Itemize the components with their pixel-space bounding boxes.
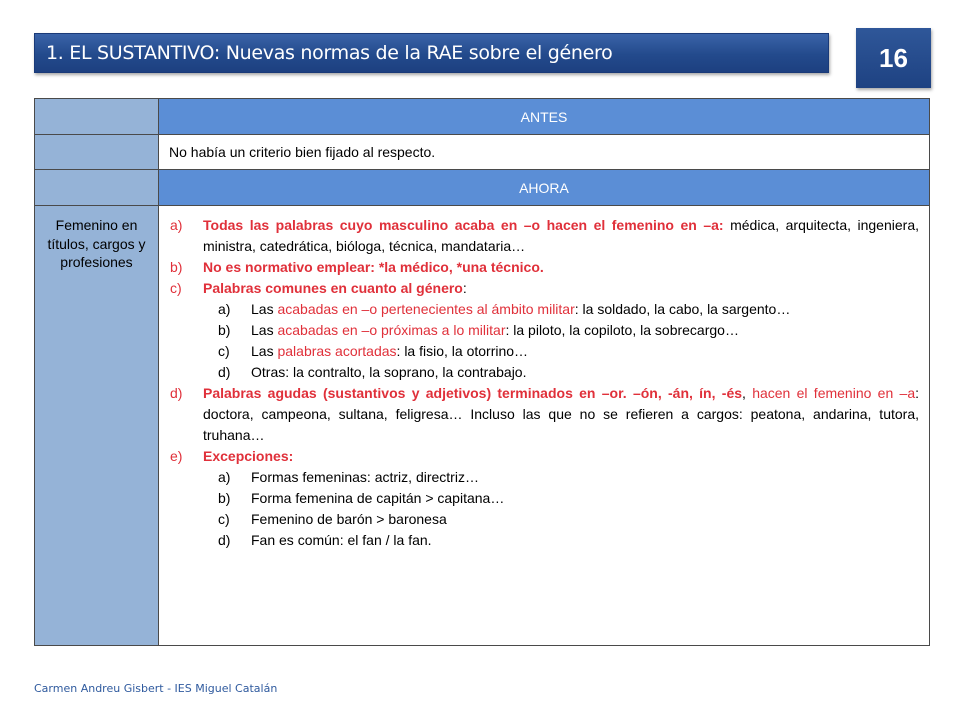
list-marker: b) — [170, 259, 183, 275]
sub-list-marker: b) — [218, 322, 231, 338]
antes-left-cell — [35, 135, 159, 170]
ahora-header: AHORA — [159, 170, 930, 206]
antes-header-row — [35, 99, 930, 135]
rule-bold-text: Palabras agudas (sustantivos y adjetivos) terminados en –or. –ón, -án, ín, -és — [203, 385, 743, 401]
ahora-row — [35, 206, 930, 646]
rule-plain-text: : — [462, 280, 467, 296]
sub-rule-post: : la fisio, la otorrino… — [396, 343, 529, 359]
rule-plain-text: : doctora, campeona, sultana, feligresa… Incluso las que no se refieren a cargos: peatona, andarina, tutora, truhana… — [203, 385, 919, 443]
page-number-box — [856, 28, 931, 88]
antes-header: ANTES — [159, 99, 930, 135]
rule-comma: , — [742, 385, 746, 401]
rule-bold-text: No es normativo emplear: *la médico, *una técnico. — [203, 259, 544, 275]
sub-list-marker: a) — [218, 301, 231, 317]
list-marker: d) — [170, 385, 183, 401]
rule-text — [203, 257, 919, 278]
sub-rule-text — [251, 341, 919, 362]
rules-table — [34, 98, 930, 646]
page-number: 16 — [879, 42, 908, 73]
sub-rule-e-c — [170, 509, 919, 530]
sub-rule-emphasis: acabadas en –o próximas a lo militar — [277, 322, 506, 338]
rule-bold-text: Palabras comunes en cuanto al género — [203, 280, 463, 296]
list-marker: a) — [170, 217, 183, 233]
rule-e — [170, 446, 919, 467]
sub-rule-c-c — [170, 341, 919, 362]
rule-bold-text: Todas las palabras cuyo masculino acaba en –o hacen el femenino en –a: — [203, 217, 724, 233]
footer-author: Carmen Andreu Gisbert - IES Miguel Catalán — [34, 682, 278, 695]
sub-rule-text: Formas femeninas: actriz, directriz… — [251, 469, 479, 485]
sub-rule-text: Femenino de barón > baronesa — [251, 511, 447, 527]
rule-text — [203, 278, 919, 299]
sub-rule-text: Otras: la contralto, la soprano, la contrabajo. — [251, 364, 527, 380]
sub-rule-text — [251, 299, 919, 320]
sub-list-marker: b) — [218, 490, 231, 506]
list-marker: c) — [170, 280, 182, 296]
rule-emphasis: hacen el femenino en –a — [745, 385, 916, 401]
antes-header-left-cell — [35, 99, 159, 135]
sub-rule-c-b — [170, 320, 919, 341]
rule-text — [203, 446, 919, 467]
sub-list-marker: c) — [218, 511, 230, 527]
sub-list-marker: d) — [218, 532, 231, 548]
sub-list-marker: a) — [218, 469, 231, 485]
sub-rule-c-d — [170, 362, 919, 383]
row-label-femenino: Femenino en títulos, cargos y profesiones — [35, 206, 159, 646]
sub-rule-text: Fan es común: el fan / la fan. — [251, 532, 432, 548]
sub-rule-emphasis: acabadas en –o pertenecientes al ámbito militar — [277, 301, 575, 317]
sub-rule-text: Forma femenina de capitán > capitana… — [251, 490, 505, 506]
rule-plain-text: médica, arquitecta, ingeniera, ministra, catedrática, bióloga, técnica, mandataria… — [203, 217, 919, 254]
slide-title-bar — [34, 33, 829, 73]
rule-d — [170, 383, 919, 446]
sub-rule-pre: Las — [251, 343, 278, 359]
sub-rule-e-a — [170, 467, 919, 488]
sub-rule-post: : la soldado, la cabo, la sargento… — [574, 301, 791, 317]
antes-row — [35, 135, 930, 170]
sub-rule-pre: Las — [251, 322, 278, 338]
sub-rule-post: : la piloto, la copiloto, la sobrecargo… — [505, 322, 739, 338]
rule-a — [170, 215, 919, 257]
ahora-header-left-cell — [35, 170, 159, 206]
rule-text — [203, 215, 919, 257]
rule-c — [170, 278, 919, 299]
sub-rule-pre: Las — [251, 301, 278, 317]
sub-rule-c-a — [170, 299, 919, 320]
antes-text: No había un criterio bien fijado al respecto. — [159, 135, 930, 170]
rule-b — [170, 257, 919, 278]
sub-rule-e-b — [170, 488, 919, 509]
sub-rule-e-d — [170, 530, 919, 551]
slide-title: 1. EL SUSTANTIVO: Nuevas normas de la RAE sobre el género — [46, 42, 613, 64]
rule-bold-text: Excepciones: — [203, 448, 294, 464]
sub-list-marker: c) — [218, 343, 230, 359]
rules-content — [159, 206, 930, 646]
sub-rule-emphasis: palabras acortadas — [277, 343, 397, 359]
ahora-header-row — [35, 170, 930, 206]
sub-list-marker: d) — [218, 364, 231, 380]
list-marker: e) — [170, 448, 183, 464]
sub-rule-text — [251, 320, 919, 341]
rule-text — [203, 383, 919, 446]
